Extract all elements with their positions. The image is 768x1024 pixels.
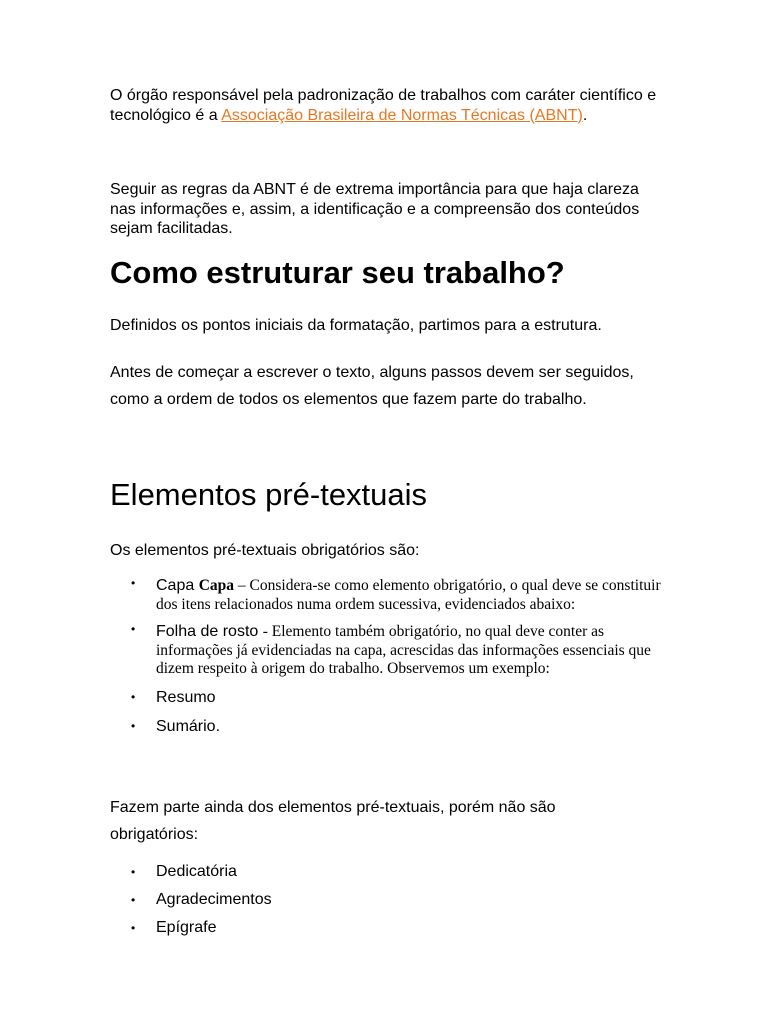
- intro-period: .: [582, 106, 588, 124]
- required-elements-list: [110, 576, 670, 745]
- list-item-capa: [110, 576, 670, 614]
- list-item-label: Folha de rosto: [156, 623, 259, 640]
- list-item-dedicatoria: [110, 858, 510, 886]
- list-item-label: Epígrafe: [156, 919, 217, 936]
- bullet-icon: •: [131, 622, 136, 636]
- list-item-label: Resumo: [156, 688, 216, 706]
- list-item-label: Sumário.: [156, 717, 221, 735]
- list-item-label: Dedicatória: [156, 863, 237, 880]
- bullet-icon: •: [131, 689, 136, 704]
- intro-text: O órgão responsável pela padronização de trabalhos com caráter científico e tecnológico é a: [110, 87, 657, 124]
- list-item-label: Capa: [156, 577, 195, 594]
- list-item-epigrafe: [110, 914, 510, 942]
- pretextual-intro: Os elementos pré-textuais obrigatórios são:: [110, 542, 420, 559]
- bullet-icon: •: [131, 921, 136, 935]
- intro-paragraph-1: [110, 86, 670, 125]
- capa-description-text: – Considera-se como elemento obrigatório, o qual deve se constituir dos itens relacionados numa ordem sucessiva, evidenciados abaixo:: [156, 577, 661, 613]
- structure-paragraph-1: Definidos os pontos iniciais da formatação, partimos para a estrutura.: [110, 317, 602, 334]
- list-item-sumario: [110, 716, 670, 737]
- bullet-icon: •: [131, 865, 136, 879]
- capa-bold-label: Capa: [198, 577, 235, 594]
- intro-paragraph-2: Seguir as regras da ABNT é de extrema importância para que haja clareza nas informações e, assim, a identificação e a compreensão dos conteúdos sejam facilitadas.: [110, 181, 640, 237]
- bullet-icon: •: [131, 893, 136, 907]
- optional-elements-list: [110, 858, 510, 942]
- list-item-label: Agradecimentos: [156, 891, 272, 908]
- abnt-link[interactable]: Associação Brasileira de Normas Técnicas (ABNT): [221, 106, 583, 124]
- list-item-agradecimentos: [110, 886, 510, 914]
- bullet-icon: •: [131, 576, 136, 590]
- list-item-resumo: [110, 687, 670, 708]
- capa-description: [156, 577, 661, 613]
- bullet-icon: •: [131, 718, 136, 733]
- section-heading-pretextual: Elementos pré-textuais: [110, 477, 428, 512]
- folha-description-text: - Elemento também obrigatório, no qual deve conter as informações já evidenciadas na capa, acrescidas das informações essenciais que dizem respeito à origem do trabalho. Observemos um exemplo:: [156, 623, 651, 677]
- structure-paragraph-2: Antes de começar a escrever o texto, alguns passos devem ser seguidos, como a ordem de todos os elementos que fazem parte do trabalho.: [110, 364, 634, 408]
- section-heading-structure: Como estruturar seu trabalho?: [110, 255, 565, 290]
- list-item-folha-de-rosto: [110, 622, 670, 679]
- optional-intro: Fazem parte ainda dos elementos pré-textuais, porém não são obrigatórios:: [110, 799, 556, 843]
